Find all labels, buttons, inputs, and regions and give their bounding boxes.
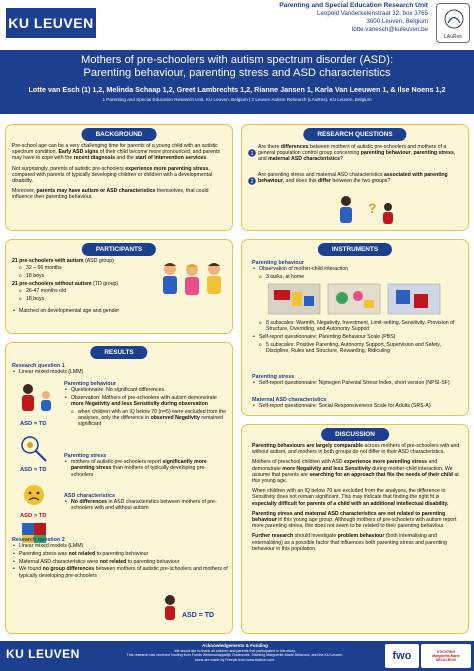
observation-icon [14, 433, 58, 469]
results-title: RESULTS [90, 346, 147, 359]
results-rq1: Research question 1 • Linear mixed models (LMM) [12, 363, 228, 377]
participants-text: 21 pre-schoolers with autism (ASD group) o 32 – 66 months o 18 boys 21 pre-schoolers without autism (TD group) o 26-47 months old o 18 boys • Matched on developmental age and gender [12, 258, 142, 315]
question-2-number [248, 177, 256, 185]
poster-title-line2: Parenting behaviour, parenting stress and ASD characteristics [83, 67, 391, 79]
instruments-pb-details: o 8 subscales: Warmth, Negativity, Investment, Limit-setting, Sensitivity, Provision of Structure, Overriding, and Autonomy Support • Self-report questionnaire: Parenting Behaviour Scale (PBS) o 5 subscales: Positive Parenting, Autonomy Support, Supervision and Safety, Discipline, Rules and Structure, Rewarding, Ridiculing [252, 320, 464, 356]
background-text: Pre-school age can be a very challenging time for parents of a young child with an autistic spectrum condition. Early ASD signs of their child become more pronounced, and parents may have to cope with the recent diagnosis and the start of intervention services. Not surprisingly, parents of autistic pre-schoolers experience more parenting stress, compared with parents of typically developing children or children with a developmental disability. Moreover, parents may have autism or ASD characteristics themselves, that could influence their parenting behaviour. [12, 143, 221, 201]
question-2-text: Are parenting stress and maternal ASD characteristics associated with parenting behaviour, and does this differ between the two groups? [258, 172, 448, 185]
results-parenting-stress: Parenting stress • mothers of autistic pre-schoolers report significantly more parenting stress than mothers of typically developing pre-schoolers [64, 453, 228, 479]
result-label-obs: ASD = TD [20, 467, 47, 473]
contact-email[interactable]: lotte.vanesch@kuleuven.be [351, 26, 428, 33]
header [0, 0, 474, 50]
contact-title: Parenting and Special Education Research Unit [279, 2, 428, 9]
instruments-ps: Parenting stress • Self-report questionnaire: Nijmegen Parental Stress Index, short version (NPSI-SF) [252, 374, 464, 388]
participants-title: PARTICIPANTS [82, 243, 156, 256]
footer-ku-leuven-logo: KU LEUVEN [6, 647, 80, 661]
participants-panel [5, 239, 233, 334]
result-label-pb: ASD = TD [20, 421, 47, 427]
children-group-icon [156, 260, 228, 302]
discussion-panel [241, 424, 469, 634]
contact-address-line1: Leopold Vanderkelenstraat 32, box 3765 [317, 10, 428, 17]
svg-text:1: 1 [250, 151, 254, 157]
instruments-panel [241, 239, 469, 416]
authors: Lotte van Esch (1) 1,2, Melinda Schaap 1,2, Greet Lambrechts 1,2, Rianne Jansen 1, Karla Van Leeuwen 1, & Ilse Noens 1,2 [28, 85, 446, 94]
title-band [0, 50, 474, 114]
ku-leuven-logo: KU LEUVEN [6, 8, 96, 38]
contact-info [279, 2, 428, 34]
results-panel [5, 342, 233, 634]
rq1-heading: Research question 1 [12, 363, 65, 369]
affiliations: 1 Parenting and Special Education Research Unit, KU Leuven, Belgium | 2 Leuven Autism Research (LAuRes), KU Leuven, Belgium [102, 97, 372, 102]
stress-icon [16, 481, 56, 511]
footer [0, 641, 474, 671]
question-1-text: Are there differences between mothers of autistic pre-schoolers and mothers of a general population control group concerning parenting behaviour, parenting stress, and maternal ASD characteristics? [258, 144, 456, 163]
svg-text:ASD = TD: ASD = TD [182, 612, 215, 619]
results-asd-characteristics: ASD characteristics • No differences in ASD characteristics between mothers of pre-schoolers with and without autism [64, 493, 228, 513]
observation-tasks-photos [268, 282, 446, 316]
instruments-asd: Maternal ASD characteristics • Self-report questionnaire: Social Responsiveness Scale for Adults (SRS-A) [252, 397, 464, 411]
parenting-behaviour-icon [14, 381, 58, 419]
equal-groups-icon [156, 591, 228, 631]
discussion-text: Parenting behaviours are largely comparable across mothers of pre-schoolers with and without autism, and mothers in both groups do not differ in their ASD characteristics. Mothers of preschool children with ASD experience more parenting stress and demonstrate more Negativity and less Sensitivity during mother-child interaction. We assume that parents are searching for an approach that fits the needs of their child at this young age. When children with an IQ below 70 are excluded from the analyses, the difference in Sensitivity does not remain significant. This may indicate that finding the right fit is especially difficult for parents of a child with an additional intellectual disability. Parenting stress and maternal ASD characteristics are not related to parenting behaviour in this young age group. Although mothers of pre-schoolers with autism report more parenting stress, this does not seem to be related to their parenting behaviour. Further research should investigate problem behaviour (both internalising and externalising) as a possible factor that influences both parenting stress and parenting behaviour in this population. [252, 443, 460, 552]
poster-title-line1: Mothers of pre-schoolers with autism spectrum disorder (ASD): [80, 54, 394, 66]
background-panel [5, 124, 233, 231]
discussion-title: DISCUSSION [321, 428, 389, 441]
svg-text:2: 2 [250, 179, 254, 185]
stichting-delacroix-logo: STICHTING Marguerite-Marie DELACROIX [421, 644, 471, 668]
acknowledgements: Acknowledgements & Funding We would like to thank all children and parents that participated in this study. This research has received funding from Fonds Wetenschappelijk Onderzoek, Stichting Marguerite-Marie Delacroix, and the KU Leuven. Icons are made by Freepik from www.flaticon.com. [126, 643, 344, 662]
result-label-ps: ASD > TD [20, 513, 47, 519]
question-1-number [248, 149, 256, 157]
research-questions-panel [241, 124, 469, 231]
background-title: BACKGROUND [82, 128, 157, 141]
laures-logo: LAuRes [436, 3, 470, 43]
mother-child-question-icon [328, 193, 408, 229]
contact-address-line2: 3000 Leuven, Belgium [366, 18, 428, 25]
fwo-logo: fwo [385, 644, 419, 668]
instruments-pb: Parenting behaviour • Observation of mother-child interaction o 3 tasks, at home [252, 260, 464, 282]
research-questions-title: RESEARCH QUESTIONS [303, 128, 406, 141]
laures-emblem-icon [443, 8, 465, 30]
rq2-heading: Research question 2 [12, 537, 65, 543]
svg-text:?: ? [368, 200, 377, 216]
instruments-title: INSTRUMENTS [318, 243, 392, 256]
results-parenting-behaviour: Parenting behaviour • Questionnaire: No significant differences. • Observation: Mothers of pre-schoolers with autism demonstrate more Negativity and less Sensitivity during observation o when children with an IQ below 70 (n=5) were excluded from the analyses, only the difference in observed Negativity remained significant [64, 381, 228, 429]
results-rq2: Research question 2 • Linear mixed models (LMM) • Parenting stress was not related to parenting behaviour • Maternal ASD characteristics were not related to parenting behaviour • We found no group differences between mothers of autistic pre-schoolers and mothers of typically developing pre-schoolers [12, 537, 228, 580]
